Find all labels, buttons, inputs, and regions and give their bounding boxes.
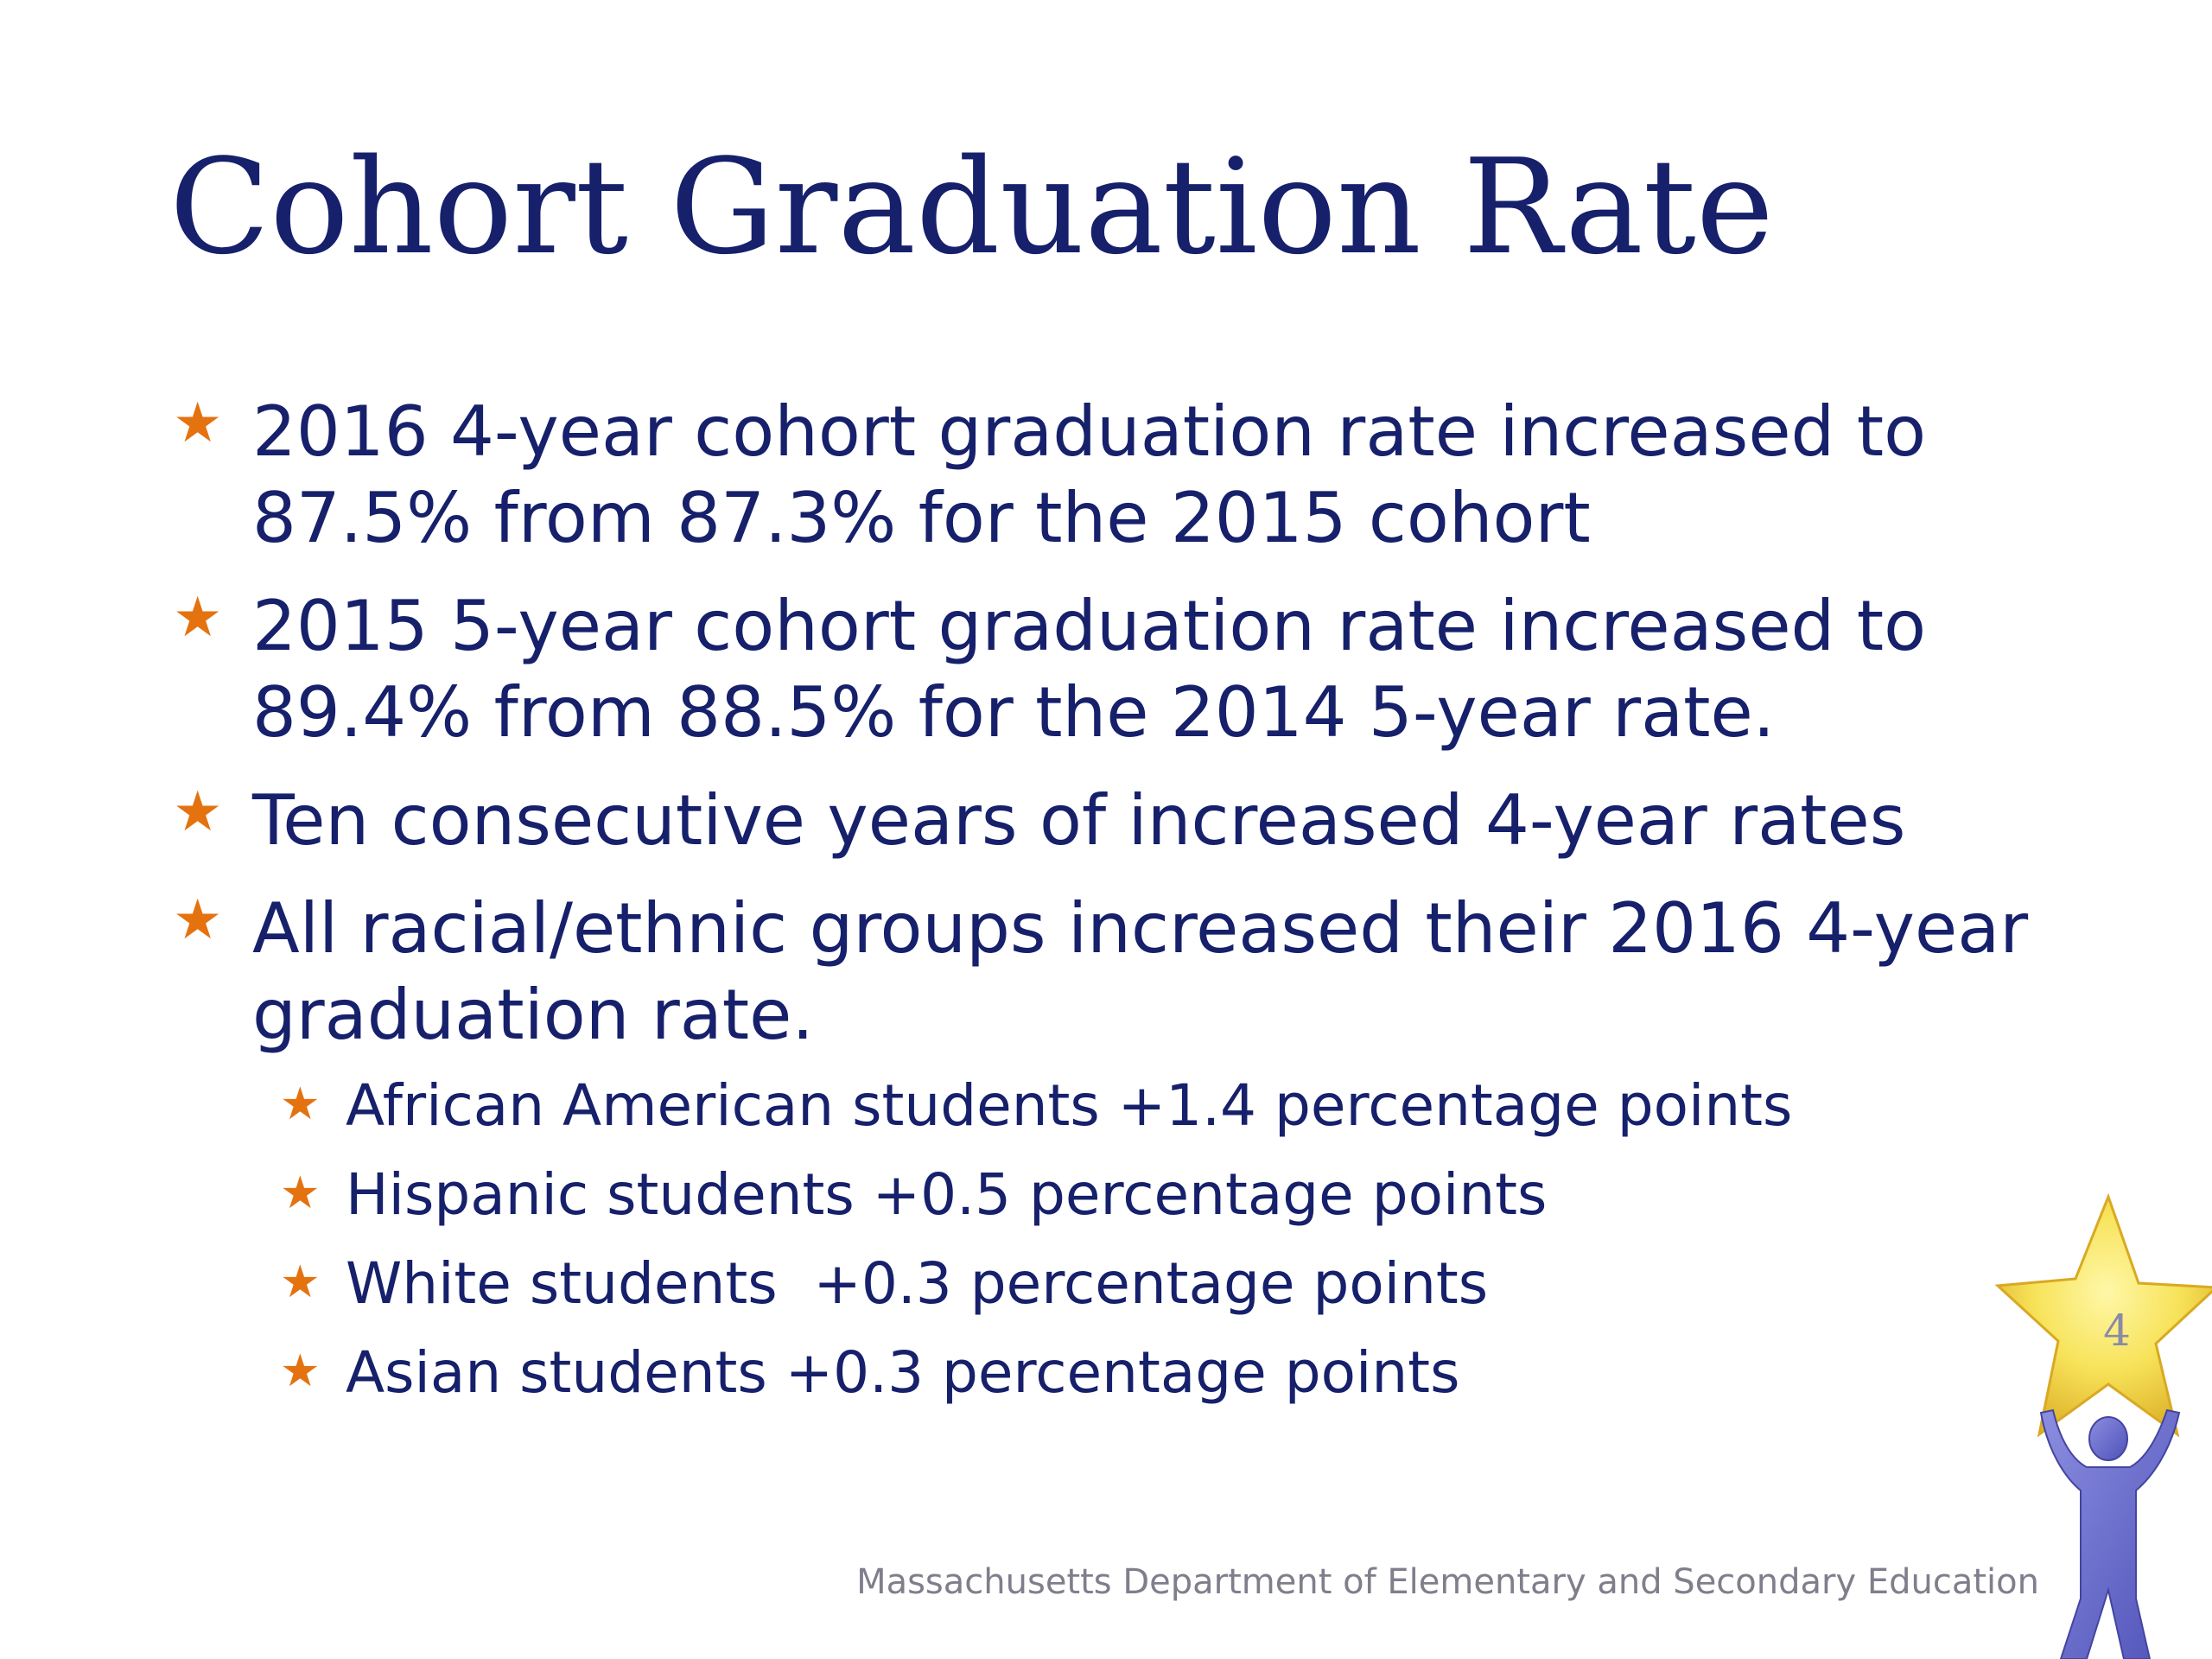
star-bullet-icon: ★ (280, 1256, 321, 1308)
star-bullet-icon: ★ (280, 1078, 321, 1130)
subbullet-item-4 (280, 1328, 1460, 1417)
slide-number: 4 (2103, 1306, 2131, 1356)
footer-text: Massachusetts Department of Elementary and Secondary Education (856, 1562, 2039, 1602)
bullet-line: 2015 5-year cohort graduation rate increased to (252, 586, 1927, 666)
bullet-line: Ten consecutive years of increased 4-year rates (252, 780, 1906, 861)
star-bullet-icon: ★ (173, 780, 223, 844)
bullet-item-3 (173, 778, 1905, 864)
slide-title: Cohort Graduation Rate (169, 130, 1774, 283)
subbullet-text: African American students +1.4 percentage points (346, 1072, 1793, 1139)
bullet-item-1 (173, 389, 1926, 562)
subbullet-text: White students +0.3 percentage points (346, 1250, 1489, 1317)
bullet-item-2 (173, 583, 1926, 756)
subbullet-text: Hispanic students +0.5 percentage points (346, 1161, 1548, 1228)
star-bullet-icon: ★ (173, 888, 223, 952)
subbullet-item-2 (280, 1150, 1548, 1239)
bullet-line: graduation rate. (252, 975, 814, 1055)
star-bullet-icon: ★ (280, 1167, 321, 1219)
subbullet-item-1 (280, 1061, 1793, 1150)
bullet-line: 89.4% from 88.5% for the 2014 5-year rate. (252, 672, 1776, 753)
star-bullet-icon: ★ (280, 1345, 321, 1397)
bullet-line: All racial/ethnic groups increased their 2016 4-year (252, 888, 2029, 969)
subbullet-item-3 (280, 1239, 1489, 1328)
person-figure (2041, 1410, 2179, 1659)
bullet-line: 2016 4-year cohort graduation rate increased to (252, 391, 1927, 472)
star-bullet-icon: ★ (173, 586, 223, 650)
star-bullet-icon: ★ (173, 391, 223, 455)
bullet-line: 87.5% from 87.3% for the 2015 cohort (252, 478, 1591, 558)
subbullet-text: Asian students +0.3 percentage points (346, 1339, 1460, 1406)
bullet-item-4 (173, 886, 2028, 1058)
